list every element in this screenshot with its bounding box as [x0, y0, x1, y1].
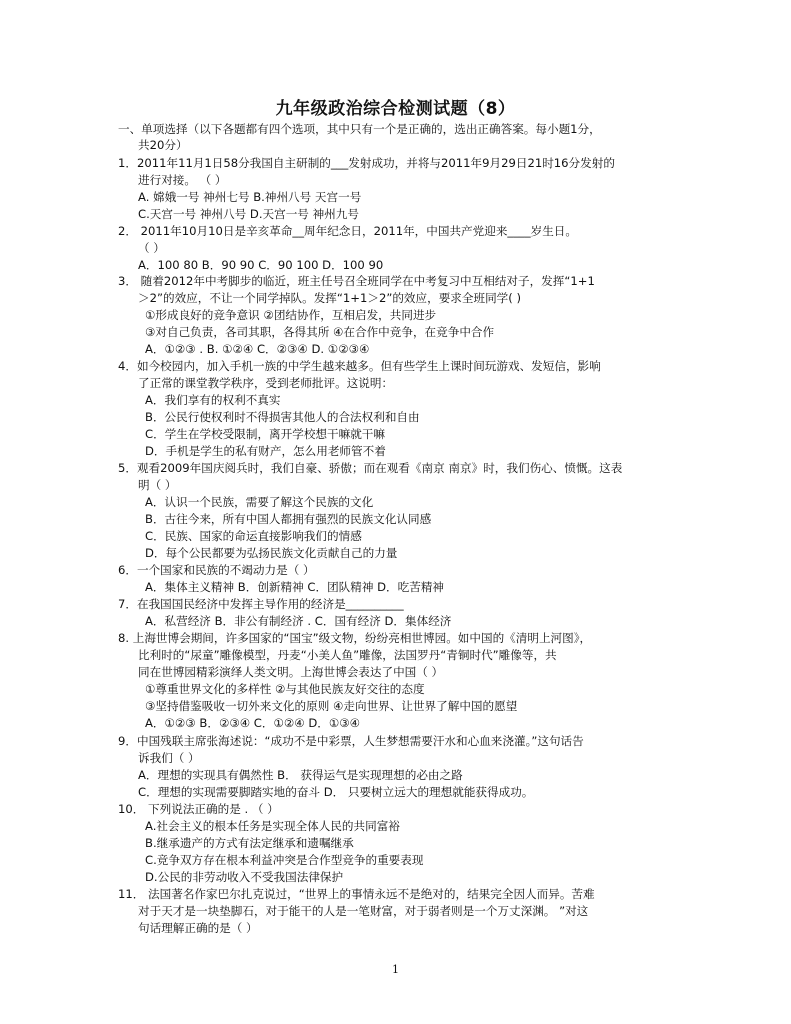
question-1-cont: 进行对接。 （ ） — [138, 173, 227, 187]
question-4: 4．如今校园内，加入手机一族的中学生越来越多。但有些学生上课时间玩游戏、发短信，影响 — [118, 359, 601, 373]
question-11-cont: 对于天才是一块垫脚石，对于能干的人是一笔财富，对于弱者则是一个万丈深渊。 ”对这 — [138, 904, 589, 918]
option-line: A．①②③ B．②③④ C．①②④ D．①③④ — [145, 716, 361, 730]
question-11-cont: 句话理解正确的是（ ） — [138, 921, 258, 935]
option-line: ③坚持借鉴吸收一切外来文化的原则 ④走向世界、让世界了解中国的愿望 — [145, 699, 518, 713]
question-4-cont: 了正常的课堂教学秩序，受到老师批评。这说明： — [138, 376, 394, 390]
option-line: C.天宫一号 神州八号 D.天宫一号 神州九号 — [138, 207, 359, 221]
option-line: D.公民的非劳动收入不受我国法律保护 — [145, 870, 344, 884]
option-line: ①尊重世界文化的多样性 ②与其他民族友好交往的态度 — [145, 682, 425, 696]
question-6: 6．一个国家和民族的不竭动力是（ ） — [118, 563, 315, 577]
question-9: 9．中国残联主席张海述说：“成功不是中彩票，人生梦想需要汗水和心血来浇灌。”这句话告 — [118, 734, 584, 748]
question-5: 5．观看2009年国庆阅兵时，我们自豪、骄傲；而在观看《南京 南京》时，我们伤心、愤慨。这表 — [118, 461, 623, 475]
question-10: 10． 下列说法正确的是 . （ ） — [118, 802, 279, 816]
question-8-cont: 比利时的“尿童”雕像模型，丹麦“小美人鱼”雕像，法国罗丹“青铜时代”雕像等，共 — [138, 648, 557, 662]
section-heading: 一、单项选择（以下各题都有四个选项，其中只有一个是正确的，选出正确答案。每小题1分， — [118, 122, 601, 136]
question-2: 2． 2011年10月10日是辛亥革命__周年纪念日，2011年，中国共产党迎来____岁生日。 — [118, 224, 577, 238]
option-line: C.竞争双方存在根本利益冲突是合作型竞争的重要表现 — [145, 853, 424, 867]
option-line: ③对自己负责，各司其职，各得其所 ④在合作中竞争，在竞争中合作 — [145, 325, 495, 339]
option-line: A．100 80 B．90 90 C．90 100 D．100 90 — [138, 258, 384, 272]
option-line: B．公民行使权利时不得损害其他人的合法权利和自由 — [145, 410, 420, 424]
question-3: 3． 随着2012年中考脚步的临近，班主任号召全班同学在中考复习中互相结对子，发挥“1+1 — [118, 274, 595, 288]
question-9-cont: 诉我们（ ） — [138, 751, 200, 765]
page-number: 1 — [392, 963, 399, 976]
question-8: 8. 上海世博会期间，许多国家的“国宝”级文物，纷纷亮相世博园。如中国的《清明上河图》， — [118, 631, 592, 645]
option-line: C．理想的实现需要脚踏实地的奋斗 D． 只要树立远大的理想就能获得成功。 — [138, 785, 534, 799]
option-line: C．民族、国家的命运直接影响我们的情感 — [145, 529, 362, 543]
option-line: C．学生在学校受限制，离开学校想干嘛就干嘛 — [145, 427, 385, 441]
question-5-cont: 明（ ） — [138, 478, 177, 492]
question-3-cont: ＞2”的效应，不让一个同学掉队。发挥“1+1＞2”的效应，要求全班同学( ) — [138, 291, 522, 305]
option-line: B.继承遗产的方式有法定继承和遗嘱继承 — [145, 836, 354, 850]
section-heading-cont: 共20分） — [138, 138, 188, 152]
option-line: D．每个公民都要为弘扬民族文化贡献自己的力量 — [145, 546, 398, 560]
option-line: A．理想的实现具有偶然性 B． 获得运气是实现理想的必由之路 — [138, 768, 463, 782]
question-2-cont: （ ） — [138, 241, 165, 255]
option-line: B．古往今来，所有中国人都拥有强烈的民族文化认同感 — [145, 512, 432, 526]
option-line: A．我们享有的权利不真实 — [145, 393, 281, 407]
option-line: A．①②③ . B. ①②④ C．②③④ D. ①②③④ — [145, 342, 370, 356]
question-7: 7．在我国国民经济中发挥主导作用的经济是__________ — [118, 597, 404, 611]
question-8-cont: 同在世博园精彩演绎人类文明。上海世博会表达了中国（ ） — [138, 665, 444, 679]
question-1: 1．2011年11月1日58分我国自主研制的___发射成功，并将与2011年9月29日21时16分发射的 — [118, 156, 615, 170]
option-line: A．私营经济 B．非公有制经济 . C．国有经济 D．集体经济 — [145, 614, 452, 628]
page-title: 九年级政治综合检测试题（8） — [275, 99, 516, 119]
question-11: 11． 法国著名作家巴尔扎克说过，“世界上的事情永远不是绝对的，结果完全因人而异。苦难 — [118, 887, 595, 901]
option-line: A. 嫦娥一号 神州七号 B.神州八号 天宫一号 — [138, 190, 362, 204]
option-line: A.社会主义的根本任务是实现全体人民的共同富裕 — [145, 819, 400, 833]
option-line: D．手机是学生的私有财产，怎么用老师管不着 — [145, 444, 386, 458]
option-line: A．集体主义精神 B．创新精神 C．团队精神 D．吃苦精神 — [145, 580, 445, 594]
option-line: ①形成良好的竞争意识 ②团结协作，互相启发，共同进步 — [145, 308, 437, 322]
option-line: A．认识一个民族，需要了解这个民族的文化 — [145, 495, 374, 509]
